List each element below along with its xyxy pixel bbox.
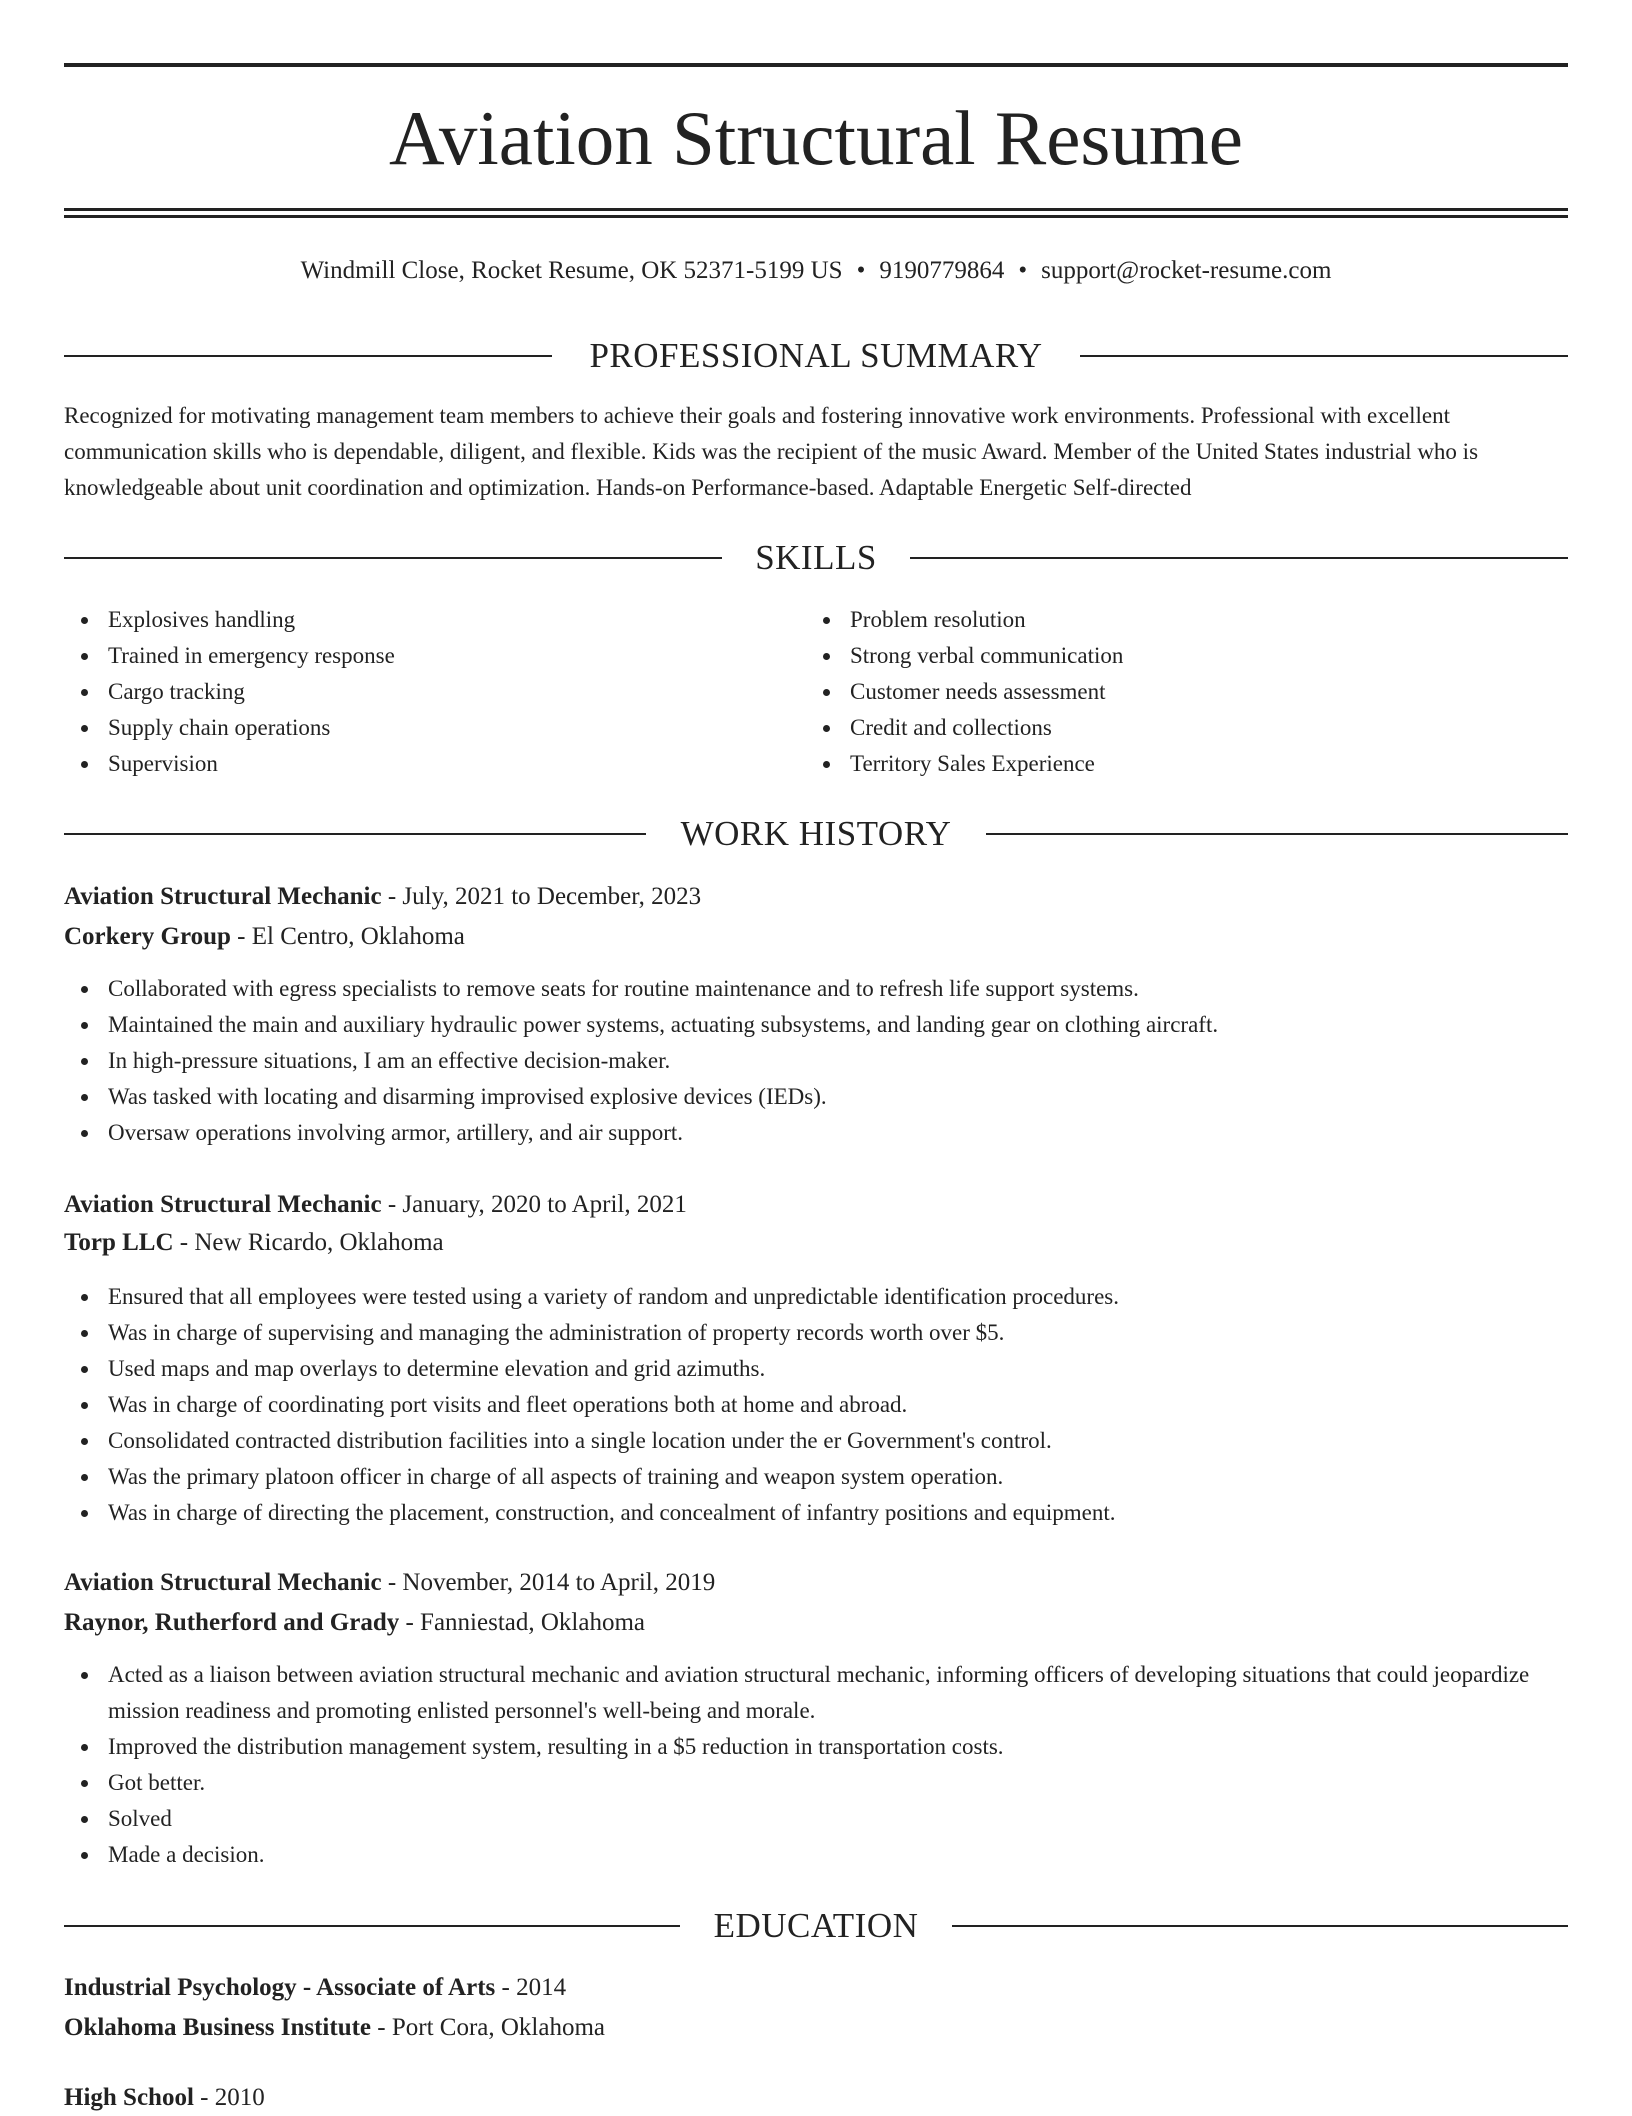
education-degree-line: High School - 2010	[64, 2084, 265, 2111]
section-heading-education	[64, 1904, 1568, 1948]
skill-item: Supervision	[64, 746, 764, 782]
job-dates: November, 2014 to April, 2019	[402, 1569, 716, 1596]
section-title: EDUCATION	[713, 1906, 919, 1945]
job-bullet: Made a decision.	[64, 1837, 1568, 1873]
job-bullet: Oversaw operations involving armor, artillery, and air support.	[64, 1115, 1568, 1151]
contact-separator: •	[856, 257, 866, 284]
education-degree: High School	[64, 2084, 194, 2111]
job-dates: July, 2021 to December, 2023	[402, 883, 702, 910]
section-title: SKILLS	[755, 538, 877, 577]
job-title: Aviation Structural Mechanic	[64, 1569, 382, 1596]
job-title-line: Aviation Structural Mechanic - July, 2021 to December, 2023	[64, 883, 702, 910]
skill-item: Territory Sales Experience	[806, 746, 1566, 782]
job-title-line: Aviation Structural Mechanic - November, 2014 to April, 2019	[64, 1569, 716, 1596]
section-heading-summary	[64, 334, 1568, 378]
job-company: Raynor, Rutherford and Grady	[64, 1609, 400, 1636]
education-location: Port Cora, Oklahoma	[391, 2014, 606, 2041]
job-company-line: Corkery Group - El Centro, Oklahoma	[64, 923, 465, 950]
job-bullets	[64, 1657, 1568, 1873]
job-bullets	[64, 1279, 1568, 1531]
contact-line	[64, 253, 1568, 289]
contact-phone: 9190779864	[879, 257, 1005, 284]
education-degree: Industrial Psychology - Associate of Arts	[64, 1974, 496, 2001]
skill-item: Customer needs assessment	[806, 674, 1566, 710]
skills-list-right	[806, 602, 1566, 782]
job-company-line: Torp LLC - New Ricardo, Oklahoma	[64, 1229, 444, 1256]
skill-item: Credit and collections	[806, 710, 1566, 746]
job-bullet: Used maps and map overlays to determine elevation and grid azimuths.	[64, 1351, 1568, 1387]
job-location: El Centro, Oklahoma	[251, 923, 465, 950]
skill-item: Trained in emergency response	[64, 638, 764, 674]
job-title: Aviation Structural Mechanic	[64, 883, 382, 910]
job-title-line: Aviation Structural Mechanic - January, 2020 to April, 2021	[64, 1191, 687, 1218]
skills-list-left	[64, 602, 764, 782]
contact-email[interactable]: support@rocket-resume.com	[1041, 257, 1332, 284]
heading-rule	[1080, 355, 1568, 357]
contact-address: Windmill Close, Rocket Resume, OK 52371-5199 US	[300, 257, 843, 284]
section-title: WORK HISTORY	[680, 814, 952, 853]
top-rule	[64, 63, 1568, 67]
job-dates: January, 2020 to April, 2021	[402, 1191, 687, 1218]
section-heading-work	[64, 812, 1568, 856]
education-degree-line: Industrial Psychology - Associate of Arts - 2014	[64, 1974, 567, 2001]
job-company: Torp LLC	[64, 1229, 174, 1256]
job-bullet: Collaborated with egress specialists to remove seats for routine maintenance and to refresh life support systems.	[64, 971, 1568, 1007]
job-bullet: Improved the distribution management system, resulting in a $5 reduction in transportation costs.	[64, 1729, 1568, 1765]
job-bullet: Was in charge of directing the placement, construction, and concealment of infantry positions and equipment.	[64, 1495, 1568, 1531]
job-bullet: Was in charge of coordinating port visits and fleet operations both at home and abroad.	[64, 1387, 1568, 1423]
heading-rule	[910, 557, 1568, 559]
job-bullet: Maintained the main and auxiliary hydraulic power systems, actuating subsystems, and landing gear on clothing aircraft.	[64, 1007, 1568, 1043]
job-bullet: Was tasked with locating and disarming improvised explosive devices (IEDs).	[64, 1079, 1568, 1115]
job-bullet: Acted as a liaison between aviation structural mechanic and aviation structural mechanic, informing officers of developing situations that could jeopardize mission readiness and promoting enlisted personnel's well-being and morale.	[64, 1657, 1568, 1729]
skill-item: Problem resolution	[806, 602, 1566, 638]
job-title: Aviation Structural Mechanic	[64, 1191, 382, 1218]
skill-item: Strong verbal communication	[806, 638, 1566, 674]
job-bullet: Got better.	[64, 1765, 1568, 1801]
skill-item: Explosives handling	[64, 602, 764, 638]
job-bullet: In high-pressure situations, I am an effective decision-maker.	[64, 1043, 1568, 1079]
summary-text: Recognized for motivating management team members to achieve their goals and fostering innovative work environments. Professional with excellent communication skills who is dependable, diligent, and flexible. Kids was the recipient of the music Award. Member of the United States industrial who is knowledgeable about unit coordination and optimization. Hands-on Performance-based. Adaptable Energetic Self-directed	[64, 403, 1479, 500]
skill-item: Supply chain operations	[64, 710, 764, 746]
education-school-line: Oklahoma Business Institute - Port Cora, Oklahoma	[64, 2014, 606, 2041]
job-bullet: Was in charge of supervising and managing the administration of property records worth over $5.	[64, 1315, 1568, 1351]
education-school: Oklahoma Business Institute	[64, 2014, 372, 2041]
heading-rule	[952, 1925, 1568, 1927]
job-bullet: Was the primary platoon officer in charge of all aspects of training and weapon system operation.	[64, 1459, 1568, 1495]
job-company-line: Raynor, Rutherford and Grady - Fanniestad, Oklahoma	[64, 1609, 645, 1636]
job-location: Fanniestad, Oklahoma	[420, 1609, 645, 1636]
job-location: New Ricardo, Oklahoma	[194, 1229, 444, 1256]
resume-title: Aviation Structural Resume	[389, 95, 1243, 181]
title-rule	[64, 215, 1568, 218]
title-rule	[64, 208, 1568, 211]
job-bullet: Consolidated contracted distribution facilities into a single location under the er Government's control.	[64, 1423, 1568, 1459]
heading-rule	[986, 833, 1568, 835]
job-bullets	[64, 971, 1568, 1151]
education-year: 2010	[214, 2084, 265, 2111]
job-bullet: Solved	[64, 1801, 1568, 1837]
section-title: PROFESSIONAL SUMMARY	[589, 336, 1043, 375]
skill-item: Cargo tracking	[64, 674, 764, 710]
education-year: 2014	[516, 1974, 567, 2001]
section-heading-skills	[64, 536, 1568, 580]
contact-separator: •	[1018, 257, 1028, 284]
job-company: Corkery Group	[64, 923, 231, 950]
job-bullet: Ensured that all employees were tested using a variety of random and unpredictable identification procedures.	[64, 1279, 1568, 1315]
